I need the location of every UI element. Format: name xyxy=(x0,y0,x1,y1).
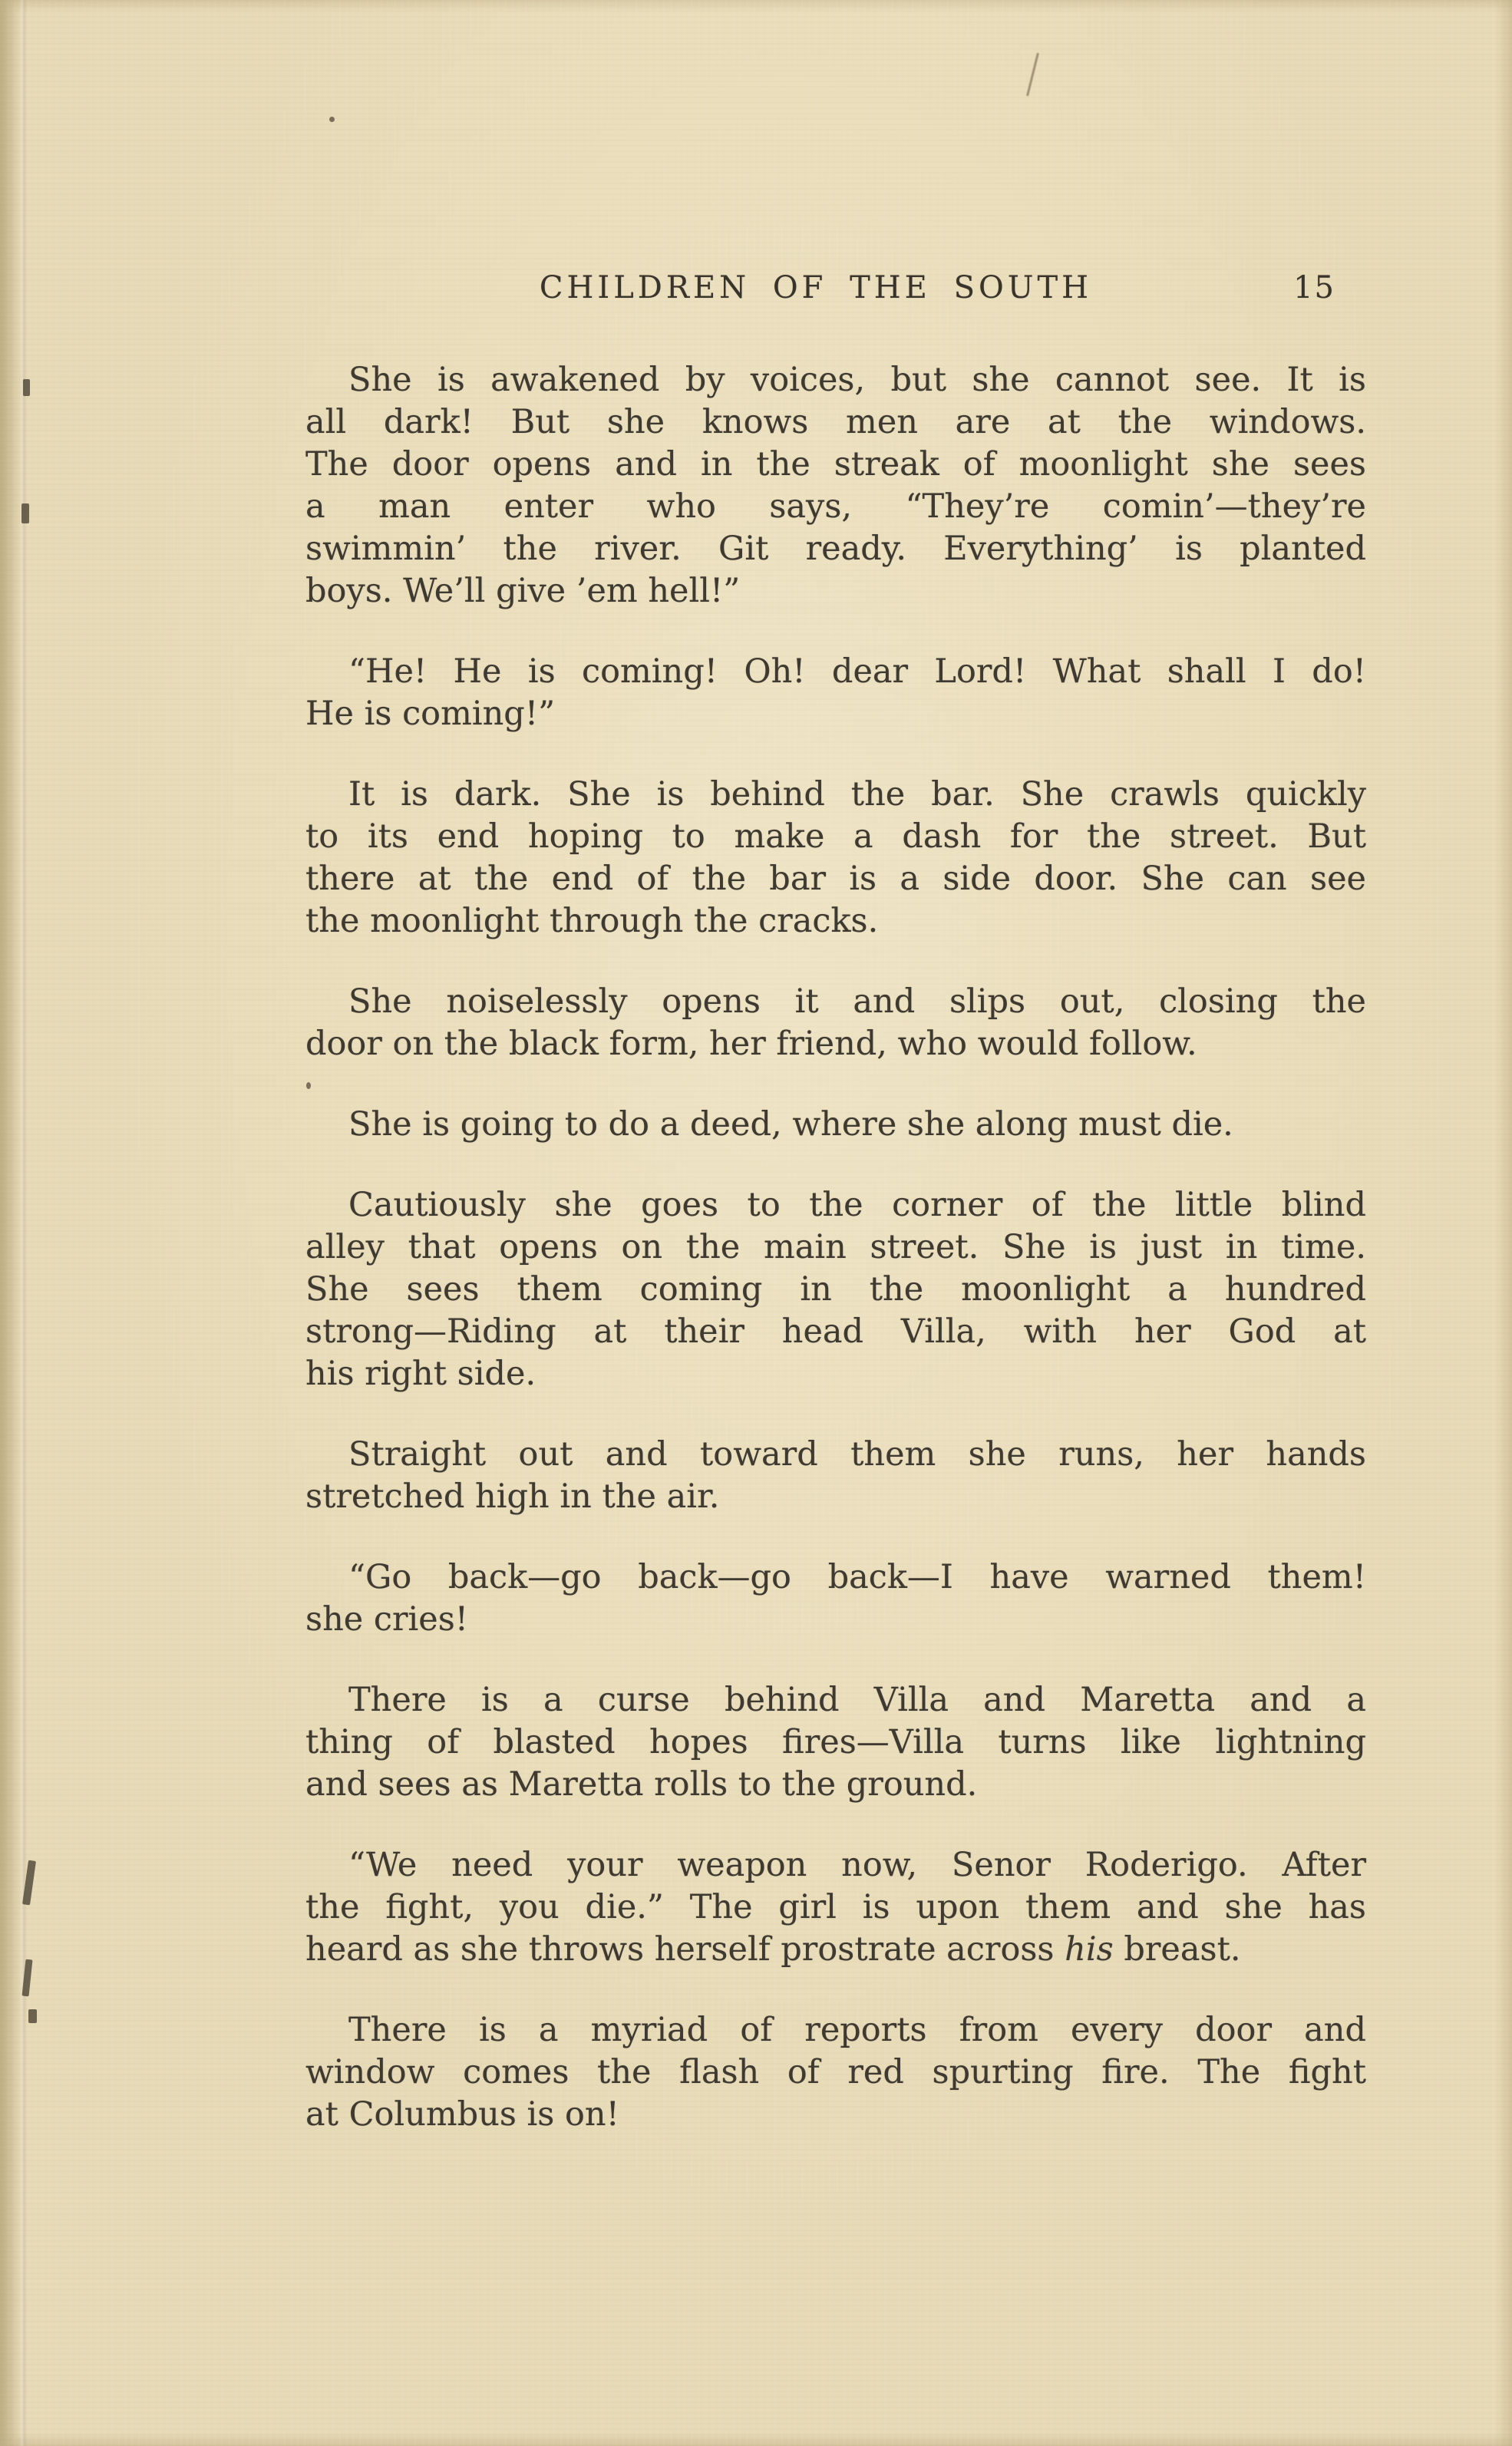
text-line: The door opens and in the streak of moonlight she sees xyxy=(305,445,1366,484)
text-line: Cautiously she goes to the corner of the little blind xyxy=(348,1186,1366,1224)
text-line: “Go back—go back—go back—I have warned them! xyxy=(348,1558,1366,1596)
text-line: swimmin’ the river. Git ready. Everything’ is planted xyxy=(305,530,1366,568)
text-line: Straight out and toward them she runs, her hands xyxy=(348,1435,1366,1474)
text-line: “We need your weapon now, Senor Roderigo. After xyxy=(348,1846,1366,1884)
text-line: his right side. xyxy=(305,1355,536,1393)
running-head xyxy=(305,270,1366,315)
page-number: 15 xyxy=(1293,270,1335,305)
paragraph xyxy=(305,1434,1366,1518)
text-line: heard as she throws herself prostrate across his breast. xyxy=(305,1930,1241,1969)
text-line: strong—Riding at their head Villa, with her God at xyxy=(305,1312,1366,1351)
text-line: a man enter who says, “They’re comin’—they’re xyxy=(305,487,1366,526)
text-line: and sees as Maretta rolls to the ground. xyxy=(305,1765,978,1804)
binding-stitch-mark xyxy=(21,503,29,523)
text-line: the fight, you die.” The girl is upon them and she has xyxy=(305,1888,1366,1926)
text-line: window comes the flash of red spurting fire. The fight xyxy=(305,2053,1366,2091)
text-line: there at the end of the bar is a side door. She can see xyxy=(305,860,1366,898)
paragraph xyxy=(305,1556,1366,1641)
text-line: door on the black form, her friend, who would follow. xyxy=(305,1025,1197,1063)
text-line: There is a myriad of reports from every door and xyxy=(348,2011,1366,2049)
running-head-title: CHILDREN OF THE SOUTH xyxy=(539,270,1093,305)
paragraph xyxy=(305,981,1366,1065)
paragraph xyxy=(305,1679,1366,1806)
text-line: He is coming!” xyxy=(305,695,556,733)
binding-stitch-mark xyxy=(23,379,30,396)
text-line: She is going to do a deed, where she along must die. xyxy=(348,1105,1233,1144)
text-line: the moonlight through the cracks. xyxy=(305,902,879,940)
text-line: She sees them coming in the moonlight a hundred xyxy=(305,1270,1366,1309)
text-line: she cries! xyxy=(305,1600,469,1639)
paragraph xyxy=(305,1104,1366,1146)
text-line: She is awakened by voices, but she cannot see. It is xyxy=(348,361,1366,399)
paragraph xyxy=(305,651,1366,735)
page-body xyxy=(305,359,1366,2136)
paragraph xyxy=(305,359,1366,612)
text-line: “He! He is coming! Oh! dear Lord! What shall I do! xyxy=(348,652,1366,691)
paragraph xyxy=(305,1184,1366,1395)
paragraph xyxy=(305,774,1366,942)
text-line: There is a curse behind Villa and Maretta and a xyxy=(348,1681,1366,1719)
paper-hair-mark xyxy=(1026,52,1039,96)
paragraph xyxy=(305,1844,1366,1971)
text-line: boys. We’ll give ’em hell!” xyxy=(305,572,741,610)
text-line: alley that opens on the main street. She is just in time. xyxy=(305,1228,1366,1266)
page-content xyxy=(305,270,1366,2174)
binding-stitch-mark xyxy=(28,2009,37,2023)
paragraph xyxy=(305,2009,1366,2136)
text-line: all dark! But she knows men are at the windows. xyxy=(305,403,1366,441)
paper-speck xyxy=(329,117,335,122)
text-line: thing of blasted hopes fires—Villa turns like lightning xyxy=(305,1723,1366,1761)
text-line: to its end hoping to make a dash for the street. But xyxy=(305,817,1366,856)
text-line: It is dark. She is behind the bar. She crawls quickly xyxy=(348,775,1366,814)
page-gutter-shadow xyxy=(0,0,23,2446)
binding-crease xyxy=(21,0,26,2446)
text-line: stretched high in the air. xyxy=(305,1477,720,1516)
text-line: at Columbus is on! xyxy=(305,2095,619,2134)
text-line: She noiselessly opens it and slips out, closing the xyxy=(348,982,1366,1021)
